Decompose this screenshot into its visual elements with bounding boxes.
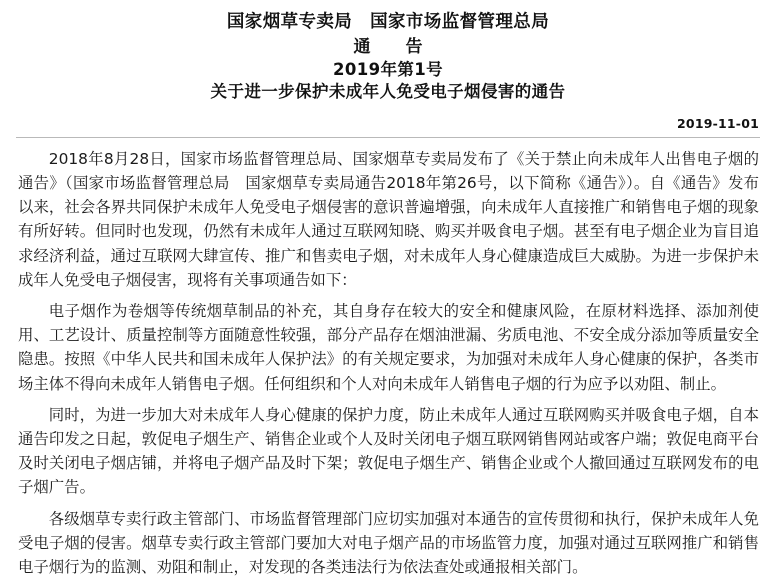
document-body <box>0 138 776 579</box>
document-type-title: 通 告 <box>353 36 432 57</box>
body-paragraph: 电子烟作为卷烟等传统烟草制品的补充，其自身存在较大的安全和健康风险，在原材料选择、添加剂使用、工艺设计、质量控制等方面随意性较强，部分产品存在烟油泄漏、劣质电池、不安全成分添加等质量安全隐患。按照《中华人民共和国未成年人保护法》的有关规定要求，为加强对未成年人身心健康的保护，各类市场主体不得向未成年人销售电子烟。任何组织和个人对向未成年人销售电子烟的行为应予以劝阻、制止。 <box>18 301 759 393</box>
body-paragraph: 各级烟草专卖行政主管部门、市场监督管理部门应切实加强对本通告的宣传贯彻和执行，保护未成年人免受电子烟的侵害。烟草专卖行政主管部门要加大对电子烟产品的市场监管力度，加强对通过互联网推广和销售电子烟行为的监测、劝阻和制止，对发现的各类违法行为依法查处或通报相关部门。 <box>18 509 759 576</box>
document-subject-title: 关于进一步保护未成年人免受电子烟侵害的通告 <box>210 82 566 102</box>
date-stamp-row <box>0 113 776 132</box>
document-header <box>0 0 776 103</box>
body-paragraph: 2018年8月28日，国家市场监督管理总局、国家烟草专卖局发布了《关于禁止向未成年人出售电子烟的通告》（国家市场监督管理总局 国家烟草专卖局通告2018年第26号，以下简称《通告》）。自《通告》发布以来，社会各界共同保护未成年人免受电子烟侵害的意识普遍增强，向未成年人直接推广和销售电子烟的现象有所好转。但同时也发现，仍然有未成年人通过互联网知晓、购买并吸食电子烟。甚至有电子烟企业为盲目追求经济利益，通过互联网大肆宣传、推广和售卖电子烟，对未成年人身心健康造成巨大威胁。为进一步保护未成年人免受电子烟侵害，现将有关事项通告如下： <box>18 149 759 289</box>
document-number: 2019年第1号 <box>332 59 444 79</box>
body-paragraph: 同时，为进一步加大对未成年人身心健康的保护力度，防止未成年人通过互联网购买并吸食电子烟，自本通告印发之日起，敦促电子烟生产、销售企业或个人及时关闭电子烟互联网销售网站或客户端；敦促电商平台及时关闭电子烟店铺，并将电子烟产品及时下架；敦促电子烟生产、销售企业或个人撤回通过互联网发布的电子烟广告。 <box>18 405 759 497</box>
issuing-organizations: 国家烟草专卖局 国家市场监督管理总局 <box>226 12 550 32</box>
publish-date: 2019-11-01 <box>677 115 759 131</box>
